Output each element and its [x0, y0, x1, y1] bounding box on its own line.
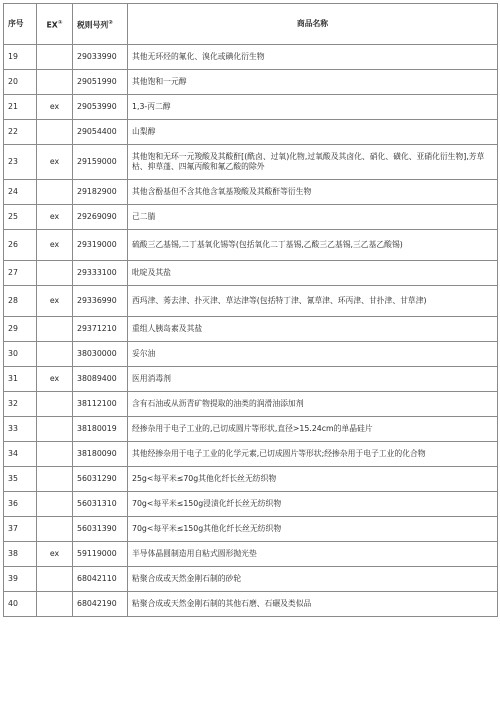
table-row — [4, 180, 498, 205]
row-ex-flag — [37, 467, 73, 492]
row-description: 妥尔油 — [128, 342, 498, 367]
row-ex-flag — [37, 442, 73, 467]
row-tariff-code: 56031290 — [73, 467, 128, 492]
row-ex-flag — [37, 392, 73, 417]
row-ex-flag: ex — [37, 286, 73, 317]
table-row — [4, 120, 498, 145]
row-tariff-code: 29051990 — [73, 70, 128, 95]
table-row — [4, 286, 498, 317]
row-number: 29 — [4, 317, 37, 342]
row-number: 30 — [4, 342, 37, 367]
row-ex-flag — [37, 492, 73, 517]
row-tariff-code: 29182900 — [73, 180, 128, 205]
table-row — [4, 467, 498, 492]
table-row — [4, 567, 498, 592]
table-row — [4, 367, 498, 392]
row-number: 20 — [4, 70, 37, 95]
row-tariff-code: 56031390 — [73, 517, 128, 542]
table-row — [4, 145, 498, 180]
table-row — [4, 392, 498, 417]
table-row — [4, 230, 498, 261]
row-description: 重组人胰岛素及其盐 — [128, 317, 498, 342]
row-tariff-code: 38112100 — [73, 392, 128, 417]
row-description: 其他含酚基但不含其他含氧基羧酸及其酸酐等衍生物 — [128, 180, 498, 205]
row-number: 31 — [4, 367, 37, 392]
table-row — [4, 442, 498, 467]
row-ex-flag: ex — [37, 542, 73, 567]
tariff-table — [3, 3, 498, 617]
table-row — [4, 542, 498, 567]
row-ex-flag — [37, 517, 73, 542]
row-description: 其他饱和无环一元羧酸及其酸酐[(酰卤、过氧)化物,过氧酸及其卤化、硝化、磺化、亚硝化衍生物],芳草枯、抑草蓬、四氟丙酸和氟乙酸的除外 — [128, 145, 498, 180]
row-description: 西玛津、莠去津、扑灭津、草达津等(包括特丁津、氰草津、环丙津、甘扑津、甘草津) — [128, 286, 498, 317]
row-number: 34 — [4, 442, 37, 467]
table-row — [4, 205, 498, 230]
row-tariff-code: 68042190 — [73, 592, 128, 617]
row-tariff-code: 56031310 — [73, 492, 128, 517]
row-number: 28 — [4, 286, 37, 317]
row-description: 其他饱和一元醇 — [128, 70, 498, 95]
row-number: 25 — [4, 205, 37, 230]
table-row — [4, 342, 498, 367]
row-tariff-code: 38180090 — [73, 442, 128, 467]
row-description: 医用消毒剂 — [128, 367, 498, 392]
row-tariff-code: 29053990 — [73, 95, 128, 120]
row-number: 39 — [4, 567, 37, 592]
table-row — [4, 70, 498, 95]
row-ex-flag: ex — [37, 367, 73, 392]
row-description: 粘聚合成或天然金刚石制的砂轮 — [128, 567, 498, 592]
row-description: 经掺杂用于电子工业的,已切成圆片等形状,直径>15.24cm的单晶硅片 — [128, 417, 498, 442]
row-ex-flag — [37, 417, 73, 442]
row-tariff-code: 29159000 — [73, 145, 128, 180]
table-row — [4, 261, 498, 286]
row-ex-flag: ex — [37, 145, 73, 180]
row-tariff-code: 29269090 — [73, 205, 128, 230]
row-tariff-code: 38180019 — [73, 417, 128, 442]
row-description: 含有石油或从沥青矿物提取的油类的润滑油添加剂 — [128, 392, 498, 417]
row-description: 25g<每平米≤70g其他化纤长丝无纺织物 — [128, 467, 498, 492]
row-ex-flag: ex — [37, 230, 73, 261]
header-desc: 商品名称 — [128, 4, 498, 45]
table-row — [4, 492, 498, 517]
table-row — [4, 517, 498, 542]
row-number: 37 — [4, 517, 37, 542]
header-code: 税则号列② — [73, 4, 128, 45]
header-ex: EX① — [37, 4, 73, 45]
row-ex-flag — [37, 567, 73, 592]
row-tariff-code: 29333100 — [73, 261, 128, 286]
row-description: 70g<每平米≤150g浸渍化纤长丝无纺织物 — [128, 492, 498, 517]
row-tariff-code: 29054400 — [73, 120, 128, 145]
row-tariff-code: 29033990 — [73, 45, 128, 70]
table-header-row — [4, 4, 498, 45]
row-number: 35 — [4, 467, 37, 492]
row-tariff-code: 68042110 — [73, 567, 128, 592]
row-tariff-code: 29336990 — [73, 286, 128, 317]
row-number: 32 — [4, 392, 37, 417]
row-number: 22 — [4, 120, 37, 145]
table-row — [4, 317, 498, 342]
table-row — [4, 592, 498, 617]
header-no: 序号 — [4, 4, 37, 45]
row-description: 吡啶及其盐 — [128, 261, 498, 286]
row-number: 36 — [4, 492, 37, 517]
row-ex-flag — [37, 261, 73, 286]
row-description: 山梨醇 — [128, 120, 498, 145]
row-tariff-code: 38030000 — [73, 342, 128, 367]
row-number: 24 — [4, 180, 37, 205]
row-number: 21 — [4, 95, 37, 120]
row-number: 38 — [4, 542, 37, 567]
row-description: 半导体晶圆制造用自粘式圆形抛光垫 — [128, 542, 498, 567]
row-number: 23 — [4, 145, 37, 180]
ex-footnote-mark: ① — [57, 19, 63, 26]
row-ex-flag — [37, 317, 73, 342]
row-description: 己二腈 — [128, 205, 498, 230]
row-tariff-code: 59119000 — [73, 542, 128, 567]
row-number: 27 — [4, 261, 37, 286]
row-ex-flag: ex — [37, 205, 73, 230]
row-description: 其他经掺杂用于电子工业的化学元素,已切成圆片等形状;经掺杂用于电子工业的化合物 — [128, 442, 498, 467]
row-ex-flag — [37, 592, 73, 617]
row-tariff-code: 29319000 — [73, 230, 128, 261]
table-row — [4, 95, 498, 120]
table-row — [4, 417, 498, 442]
row-description: 1,3-丙二醇 — [128, 95, 498, 120]
row-description: 其他无环烃的氟化、溴化或碘化衍生物 — [128, 45, 498, 70]
table-row — [4, 45, 498, 70]
row-description: 粘聚合成或天然金刚石制的其他石磨、石碾及类似品 — [128, 592, 498, 617]
row-description: 70g<每平米≤150g其他化纤长丝无纺织物 — [128, 517, 498, 542]
row-tariff-code: 29371210 — [73, 317, 128, 342]
row-number: 33 — [4, 417, 37, 442]
code-footnote-mark: ② — [108, 19, 113, 26]
row-ex-flag — [37, 120, 73, 145]
row-ex-flag — [37, 45, 73, 70]
row-tariff-code: 38089400 — [73, 367, 128, 392]
row-number: 40 — [4, 592, 37, 617]
row-ex-flag — [37, 180, 73, 205]
row-ex-flag: ex — [37, 95, 73, 120]
row-number: 26 — [4, 230, 37, 261]
row-ex-flag — [37, 342, 73, 367]
row-description: 硫酸三乙基锡,二丁基氧化锡等(包括氧化二丁基锡,乙酸三乙基锡,三乙基乙酸锡) — [128, 230, 498, 261]
row-ex-flag — [37, 70, 73, 95]
table-body — [4, 45, 498, 617]
row-number: 19 — [4, 45, 37, 70]
